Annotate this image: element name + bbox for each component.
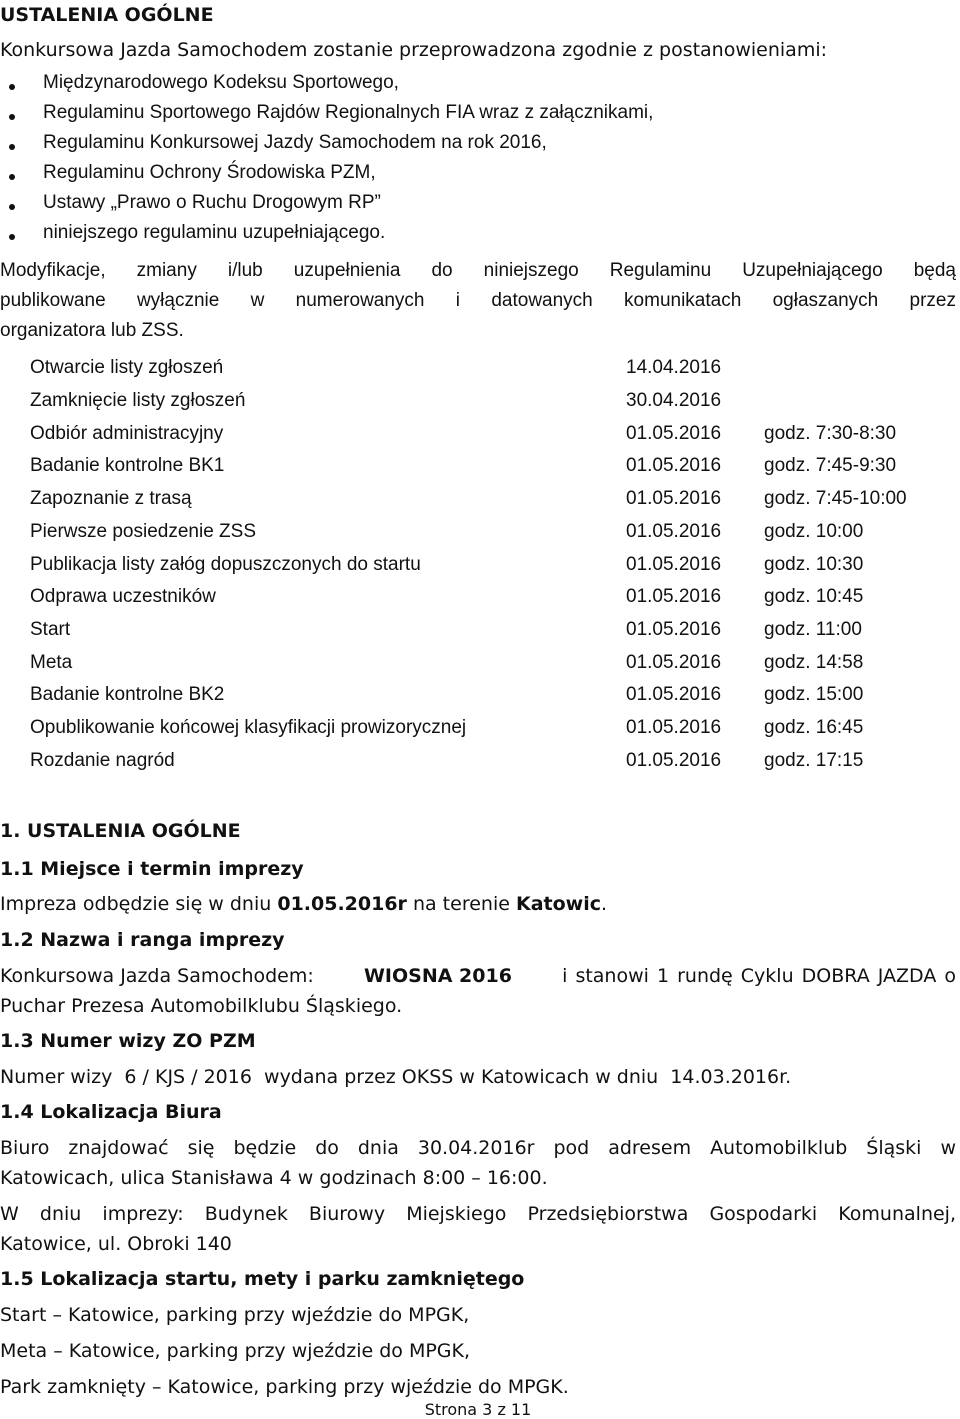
bullet-icon xyxy=(9,234,15,240)
start-location: Start – Katowice, parking przy wjeździe do MPGK, xyxy=(0,1304,470,1326)
schedule-row: Pierwsze posiedzenie ZSS 01.05.2016 godz. 10:00 xyxy=(30,521,864,542)
schedule-row: Meta 01.05.2016 godz. 14:58 xyxy=(30,652,864,673)
schedule-row: Publikacja listy załóg dopuszczonych do startu 01.05.2016 godz. 10:30 xyxy=(30,554,864,575)
bullet-icon xyxy=(9,174,15,180)
schedule-row: Odprawa uczestników 01.05.2016 godz. 10:45 xyxy=(30,586,864,607)
schedule-row: Opublikowanie końcowej klasyfikacji prowizorycznej 01.05.2016 godz. 16:45 xyxy=(30,717,864,738)
schedule-row: Start 01.05.2016 godz. 11:00 xyxy=(30,619,862,640)
bullet-icon xyxy=(9,204,15,210)
schedule-row: Rozdanie nagród 01.05.2016 godz. 17:15 xyxy=(30,750,864,771)
visa-number-text: Numer wizy 6 / KJS / 2016 wydana przez OKSS w Katowicach w dniu 14.03.2016r. xyxy=(0,1066,792,1088)
modifications-line-2: publikowane wyłącznie w numerowanych i datowanych komunikatach ogłaszanych przez xyxy=(0,290,956,311)
bullet-icon xyxy=(9,114,15,120)
event-name: WIOSNA 2016 xyxy=(363,965,512,987)
page-number: Strona 3 z 11 xyxy=(424,1400,532,1419)
section-1-3-title: 1.3 Numer wizy ZO PZM xyxy=(0,1030,256,1052)
modifications-line-3: organizatora lub ZSS. xyxy=(0,320,184,341)
section-1-5-title: 1.5 Lokalizacja startu, mety i parku zamkniętego xyxy=(0,1268,525,1290)
schedule-row: Badanie kontrolne BK2 01.05.2016 godz. 15:00 xyxy=(30,684,864,705)
event-name-line-2: Puchar Prezesa Automobilklubu Śląskiego. xyxy=(0,995,403,1017)
section-1-title: 1. USTALENIA OGÓLNE xyxy=(0,820,241,842)
section-1-1-title: 1.1 Miejsce i termin imprezy xyxy=(0,858,304,880)
bullet-icon xyxy=(9,144,15,150)
office-line-2: Katowicach, ulica Stanisława 4 w godzinach 8:00 – 16:00. xyxy=(0,1167,548,1189)
parc-ferme-location: Park zamknięty – Katowice, parking przy wjeździe do MPGK. xyxy=(0,1376,569,1398)
document-page: USTALENIA OGÓLNE Konkursowa Jazda Samochodem zostanie przeprowadzona zgodnie z postanowieniami: Międzynarodowego Kodeksu Sportowego, Regulaminu Sportowego Rajdów Regionalnych FIA wraz z załącznikami, Regulaminu Konkursowej Jazdy Samochodem na rok 2016, Regulaminu Ochrony Środowiska PZM, Ustawy „Prawo o Ruchu Drogowym RP” niniejszego regulaminu uzupełniającego. Modyfikacje, zmiany i/lub uzupełnienia do niniejszego Regulaminu Uzupełniającego będą publikowane wyłącznie w numerowanych i datowanych komunikatach ogłaszanych przez organizatora lub ZSS. Otwarcie listy zgłoszeń 14.04.2016 Zamknięcie listy zgłoszeń 30.04.2016 Odbiór administracyjny 01.05.2016 godz. 7:30-8:30 Badanie kontrolne BK1 01.05.2016 godz. 7:45-9:30 Zapoznanie z trasą 01.05.2016 godz. 7:45-10:00 Pierwsze posiedzenie ZSS 01.05.2016 godz. 10:00 Publikacja listy załóg dopuszczonych do startu 01.05.2016 godz. 10:30 Odprawa uczestników 01.05.2016 godz. 10:45 Start 01.05.2016 godz. 11:00 Meta 01.05.2016 godz. 14:58 Badanie kontrolne BK2 01.05.2016 godz. 15:00 Opublikowanie końcowej klasyfikacji prowizorycznej 01.05.2016 godz. 16:45 Rozdanie nagród 01.05.2016 godz. 17:15 1. USTALENIA OGÓLNE 1.1 Miejsce i termin imprezy Impreza odbędzie się w dniu 01.05.2016r na terenie Katowic. 1.2 Nazwa i ranga imprezy Konkursowa Jazda Samochodem: WIOSNA 2016 i stanowi 1 rundę Cyklu DOBRA JAZDA o Puchar Prezesa Automobilklubu Śląskiego. 1.3 Numer wizy ZO PZM Numer wizy 6 / KJS / 2016 wydana przez OKSS w Katowicach w dniu 14.03.2016r. 1.4 Lokalizacja Biura Biuro znajdować się będzie do dnia 30.04.2016r pod adresem Automobilklub Śląski w Katowicach, ulica Stanisława 4 w godzinach 8:00 – 16:00. W dniu imprezy: Budynek Biurowy Miejskiego Przedsiębiorstwa Gospodarki Komunalnej, Katowice, ul. Obroki 140 1.5 Lokalizacja startu, mety i parku zamkniętego Start – Katowice, parking przy wjeździe do MPGK, Meta – Katowice, parking przy wjeździe do MPGK, Park zamknięty – Katowice, parking przy wjeździe do MPGK. Strona 3 z 11 xyxy=(0,4,956,1419)
schedule-row: Odbiór administracyjny 01.05.2016 godz. 7:30-8:30 xyxy=(30,423,897,444)
section-1-2-title: 1.2 Nazwa i ranga imprezy xyxy=(0,929,285,951)
event-place: Katowic xyxy=(515,893,601,915)
schedule-row: Otwarcie listy zgłoszeń 14.04.2016 xyxy=(30,357,722,378)
event-date: 01.05.2016r xyxy=(277,893,407,915)
finish-location: Meta – Katowice, parking przy wjeździe do MPGK, xyxy=(0,1340,471,1362)
schedule-row: Badanie kontrolne BK1 01.05.2016 godz. 7:45-9:30 xyxy=(30,455,897,476)
page-heading: USTALENIA OGÓLNE xyxy=(0,4,214,26)
event-date-text: Impreza odbędzie się w dniu 01.05.2016r na terenie Katowic. xyxy=(0,893,608,915)
office-event-day-line-1: W dniu imprezy: Budynek Biurowy Miejskiego Przedsiębiorstwa Gospodarki Komunalnej, xyxy=(0,1203,956,1225)
modifications-line-1: Modyfikacje, zmiany i/lub uzupełnienia do niniejszego Regulaminu Uzupełniającego będą xyxy=(0,260,956,281)
schedule-row: Zamknięcie listy zgłoszeń 30.04.2016 xyxy=(30,390,722,411)
intro-text: Konkursowa Jazda Samochodem zostanie przeprowadzona zgodnie z postanowieniami: xyxy=(0,39,828,61)
event-name-line-1: Konkursowa Jazda Samochodem: WIOSNA 2016 i stanowi 1 rundę Cyklu DOBRA JAZDA o xyxy=(0,965,956,987)
office-line-1: Biuro znajdować się będzie do dnia 30.04.2016r pod adresem Automobilklub Śląski w xyxy=(0,1137,956,1159)
schedule-row: Zapoznanie z trasą 01.05.2016 godz. 7:45-10:00 xyxy=(30,488,907,509)
section-1-4-title: 1.4 Lokalizacja Biura xyxy=(0,1101,222,1123)
bullet-icon xyxy=(9,84,15,90)
office-event-day-line-2: Katowice, ul. Obroki 140 xyxy=(0,1233,232,1255)
